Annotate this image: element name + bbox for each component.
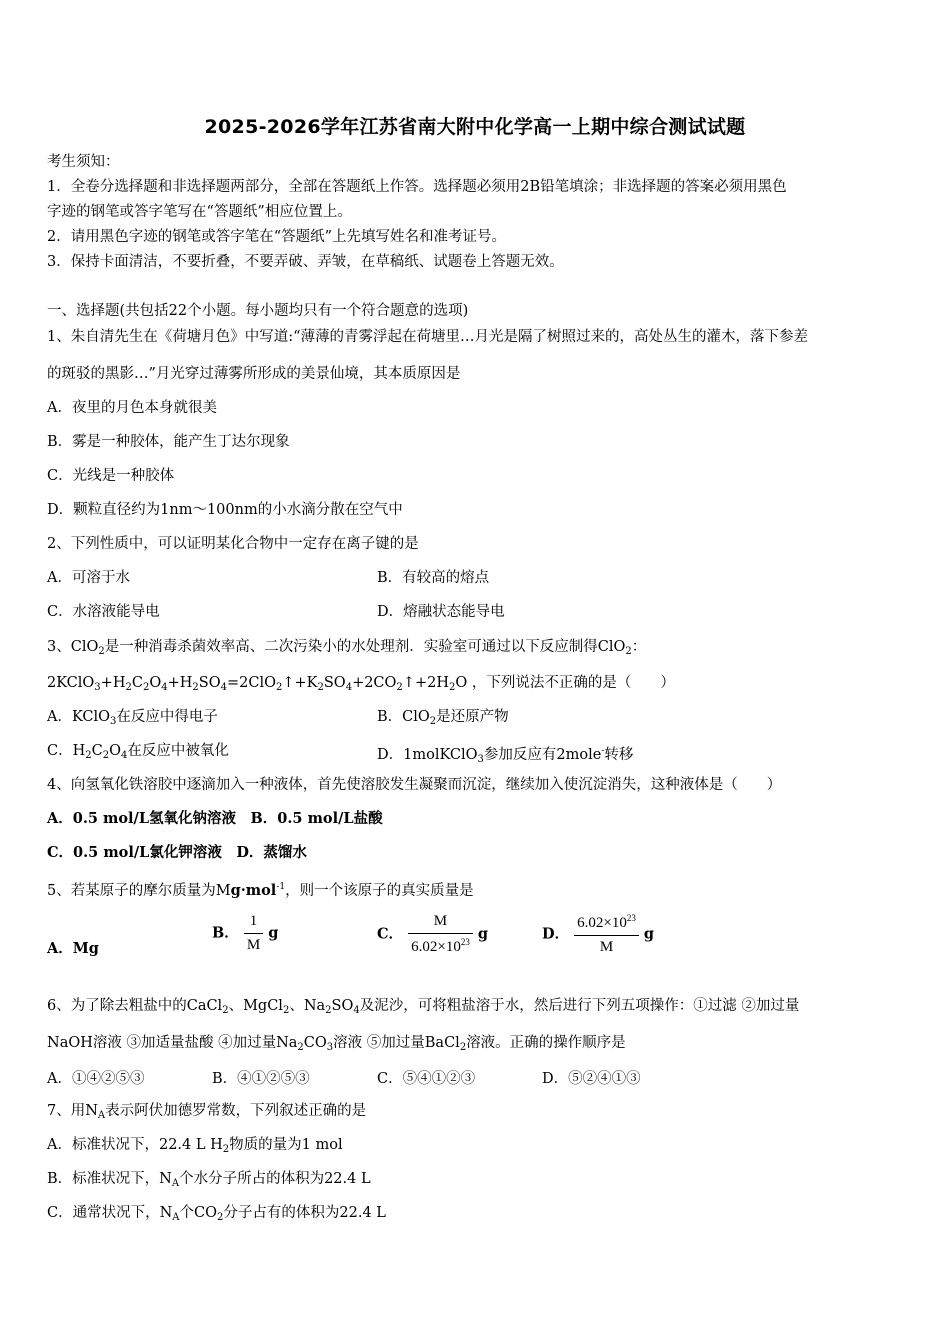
q5-fraction-c: $\frac{M}{6.02\times 10^{23}}$	[408, 913, 473, 956]
q5-option-b: B． $\frac{1}{M}$ g	[212, 913, 279, 953]
q4-stem: 4、向氢氧化铁溶胶中逐滴加入一种液体，首先使溶胶发生凝聚而沉淀，继续加入使沉淀消失，这种液体是（ ）	[47, 777, 782, 793]
q7-option-b: B．标准状况下，$N_A$个水分子所占的体积为22.4 L	[47, 1171, 371, 1189]
q3-option-c: C．$H_2C_2O_4$在反应中被氧化	[47, 743, 229, 761]
q6-stem-line2: NaOH溶液 ③加适量盐酸 ④加过量$Na_2CO_3$溶液 ⑤加过量BaCl$_2$溶液。正确的操作顺序是	[47, 1035, 626, 1053]
q5-stem: 5、若某原子的摩尔质量为Mg·mol$^{-1}$，则一个该原子的真实质量是	[47, 882, 474, 899]
section-heading: 一、选择题(共包括22个小题。每小题均只有一个符合题意的选项)	[47, 303, 469, 319]
q2-option-c: C．水溶液能导电	[47, 604, 160, 620]
q3-stem: 3、ClO$_2$是一种消毒杀菌效率高、二次污染小的水处理剂．实验室可通过以下反应制得ClO$_2$：	[47, 639, 647, 657]
notice-item: 1．全卷分选择题和非选择题两部分，全部在答题纸上作答。选择题必须用2B铅笔填涂；非选择题的答案必须用黑色	[47, 179, 787, 195]
q2-option-d: D．熔融状态能导电	[377, 604, 505, 620]
q1-stem-line1: 1、朱自清先生在《荷塘月色》中写道:“薄薄的青雾浮起在荷塘里…月光是隔了树照过来的，高处丛生的灌木，落下参差	[47, 329, 809, 345]
q2-option-b: B．有较高的熔点	[377, 570, 490, 586]
q1-option-a: A．夜里的月色本身就很美	[47, 400, 217, 416]
q3-option-b: B．ClO$_2$是还原产物	[377, 709, 509, 727]
q7-option-a: A．标准状况下，22.4 L $H_2$物质的量为1 mol	[47, 1137, 343, 1155]
q6-stem-line1: 6、为了除去粗盐中的CaCl$_2$、MgCl$_2$、$Na_2SO_4$及泥沙，可将粗盐溶于水，然后进行下列五项操作：①过滤 ②加过量	[47, 998, 800, 1016]
q2-stem: 2、下列性质中，可以证明某化合物中一定存在离子键的是	[47, 536, 419, 552]
q3-equation: $2KClO_3+H_2C_2O_4+H_2SO_4=2ClO_2↑+K_2SO_4+2CO_2↑+2H_2O$ ，下列说法不正确的是（ ）	[47, 675, 675, 693]
q5-option-d: D． $\frac{6.02\times 10^{23}}{M}$ g	[542, 913, 655, 955]
q3-option-d: D．1molKClO$_3$参加反应有2mole-转移	[377, 746, 634, 765]
q2-option-a: A．可溶于水	[47, 570, 130, 586]
q5-option-a: A．Mg	[47, 940, 99, 957]
q5-option-c: C． $\frac{M}{6.02\times 10^{23}}$ g	[377, 913, 489, 955]
q1-stem-line2: 的斑驳的黑影…”月光穿过薄雾所形成的美景仙境，其本质原因是	[47, 366, 461, 382]
notice-item: 3．保持卡面清洁，不要折叠，不要弄破、弄皱，在草稿纸、试题卷上答题无效。	[47, 254, 564, 270]
q4-options-cd: C．0.5 mol/L氯化钾溶液 D．蒸馏水	[47, 844, 307, 861]
q7-option-c: C．通常状况下，$N_A$个$CO_2$分子占有的体积为22.4 L	[47, 1205, 386, 1223]
notice-item: 2．请用黑色字迹的钢笔或答字笔在“答题纸”上先填写姓名和准考证号。	[47, 229, 507, 245]
q6-option-c: C．⑤④①②③	[377, 1071, 476, 1087]
q7-stem: 7、用$N_A$表示阿伏加德罗常数，下列叙述正确的是	[47, 1103, 367, 1121]
q6-option-a: A．①④②⑤③	[47, 1071, 145, 1087]
q4-options-ab: A．0.5 mol/L氢氧化钠溶液 B．0.5 mol/L盐酸	[47, 810, 383, 827]
notice-heading: 考生须知：	[47, 154, 120, 170]
q1-option-c: C．光线是一种胶体	[47, 468, 175, 484]
q5-fraction-d: $\frac{6.02\times 10^{23}}{M}$	[574, 913, 639, 956]
q3-option-a: A．KClO$_3$在反应中得电子	[47, 709, 218, 727]
q5-fraction-b: $\frac{1}{M}$	[244, 913, 263, 954]
q1-option-d: D．颗粒直径约为1nm～100nm的小水滴分散在空气中	[47, 502, 403, 518]
page-title: 2025-2026学年江苏省南大附中化学高一上期中综合测试试题	[204, 116, 746, 138]
q6-option-b: B．④①②⑤③	[212, 1071, 310, 1087]
notice-item: 字迹的钢笔或答字笔写在“答题纸”相应位置上。	[47, 204, 352, 220]
q1-option-b: B．雾是一种胶体，能产生丁达尔现象	[47, 434, 290, 450]
q6-option-d: D．⑤②④①③	[542, 1071, 641, 1087]
